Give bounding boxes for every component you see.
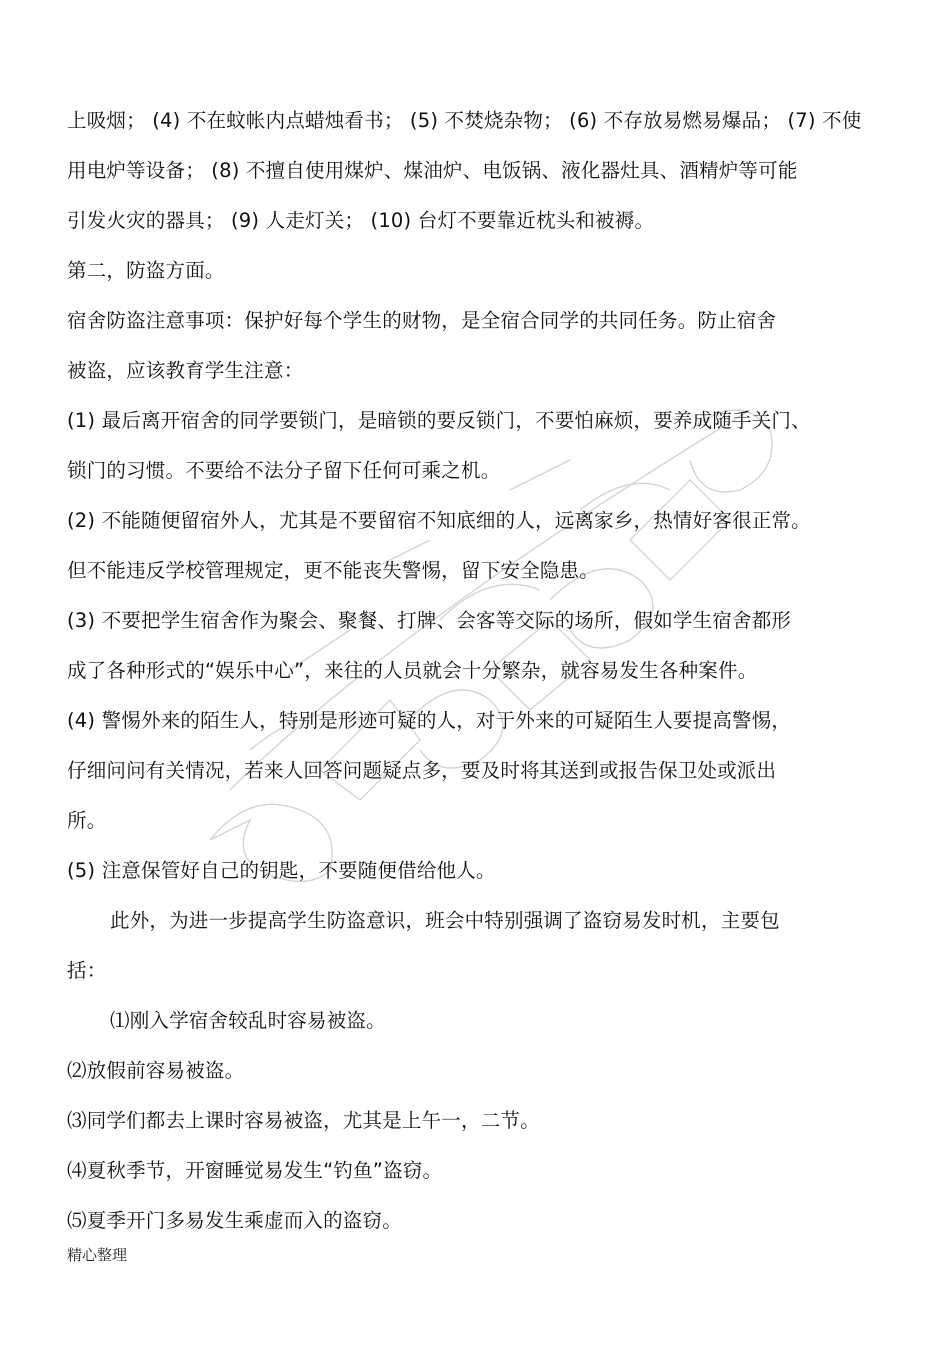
text-line-6: 被盗，应该教育学生注意： — [67, 359, 304, 382]
section-heading: 第二，防盗方面。 — [67, 259, 225, 282]
text-line-14: 仔细问问有关情况，若来人回答问题疑点多，要及时将其送到或报告保卫处或派出 — [67, 759, 777, 782]
list-item-4: ⑷夏秋季节，开窗睡觉易发生“钓鱼”盗窃。 — [67, 1159, 443, 1182]
text-line-5: 宿舍防盗注意事项：保护好每个学生的财物，是全宿合同学的共同任务。防止宿舍 — [67, 309, 777, 332]
list-item-3: ⑶同学们都去上课时容易被盗，尤其是上午一，二节。 — [67, 1109, 540, 1132]
text-line-2: 用电炉等设备； (8) 不擅自使用煤炉、煤油炉、电饭锅、液化器灶具、酒精炉等可能 — [67, 159, 798, 182]
text-line-15: 所。 — [67, 809, 107, 832]
text-line-1: 上吸烟； (4) 不在蚊帐内点蜡烛看书； (5) 不焚烧杂物； (6) 不存放易燃易爆品； (7) 不使 — [67, 109, 862, 132]
text-line-16: (5) 注意保管好自己的钥匙，不要随便借给他人。 — [67, 859, 496, 882]
text-line-12: 成了各种形式的“娱乐中心”，来往的人员就会十分繁杂，就容易发生各种案件。 — [67, 659, 758, 682]
text-line-8: 锁门的习惯。不要给不法分子留下任何可乘之机。 — [67, 459, 501, 482]
text-line-7: (1) 最后离开宿舍的同学要锁门，是暗锁的要反锁门，不要怕麻烦，要养成随手关门、 — [67, 409, 811, 432]
text-line-17: 此外，为进一步提高学生防盗意识，班会中特别强调了盗窃易发时机，主要包 — [110, 909, 780, 932]
text-line-3: 引发火灾的器具； (9) 人走灯关； (10) 台灯不要靠近枕头和被褥。 — [67, 209, 655, 232]
text-line-18: 括： — [67, 959, 107, 982]
text-line-9: (2) 不能随便留宿外人，尤其是不要留宿不知底细的人，远离家乡，热情好客很正常。 — [67, 509, 811, 532]
list-item-2: ⑵放假前容易被盗。 — [67, 1059, 245, 1082]
list-item-5: ⑸夏季开门多易发生乘虚而入的盗窃。 — [67, 1209, 402, 1232]
text-line-13: (4) 警惕外来的陌生人，特别是形迹可疑的人，对于外来的可疑陌生人要提高警惕， — [67, 709, 792, 732]
list-item-1: ⑴刚入学宿舍较乱时容易被盗。 — [110, 1009, 386, 1032]
text-line-11: (3) 不要把学生宿舍作为聚会、聚餐、打牌、会客等交际的场所，假如学生宿舍都形 — [67, 609, 792, 632]
text-line-10: 但不能违反学校管理规定，更不能丧失警惕，留下安全隐患。 — [67, 559, 599, 582]
page-footer: 精心整理 — [67, 1246, 128, 1264]
